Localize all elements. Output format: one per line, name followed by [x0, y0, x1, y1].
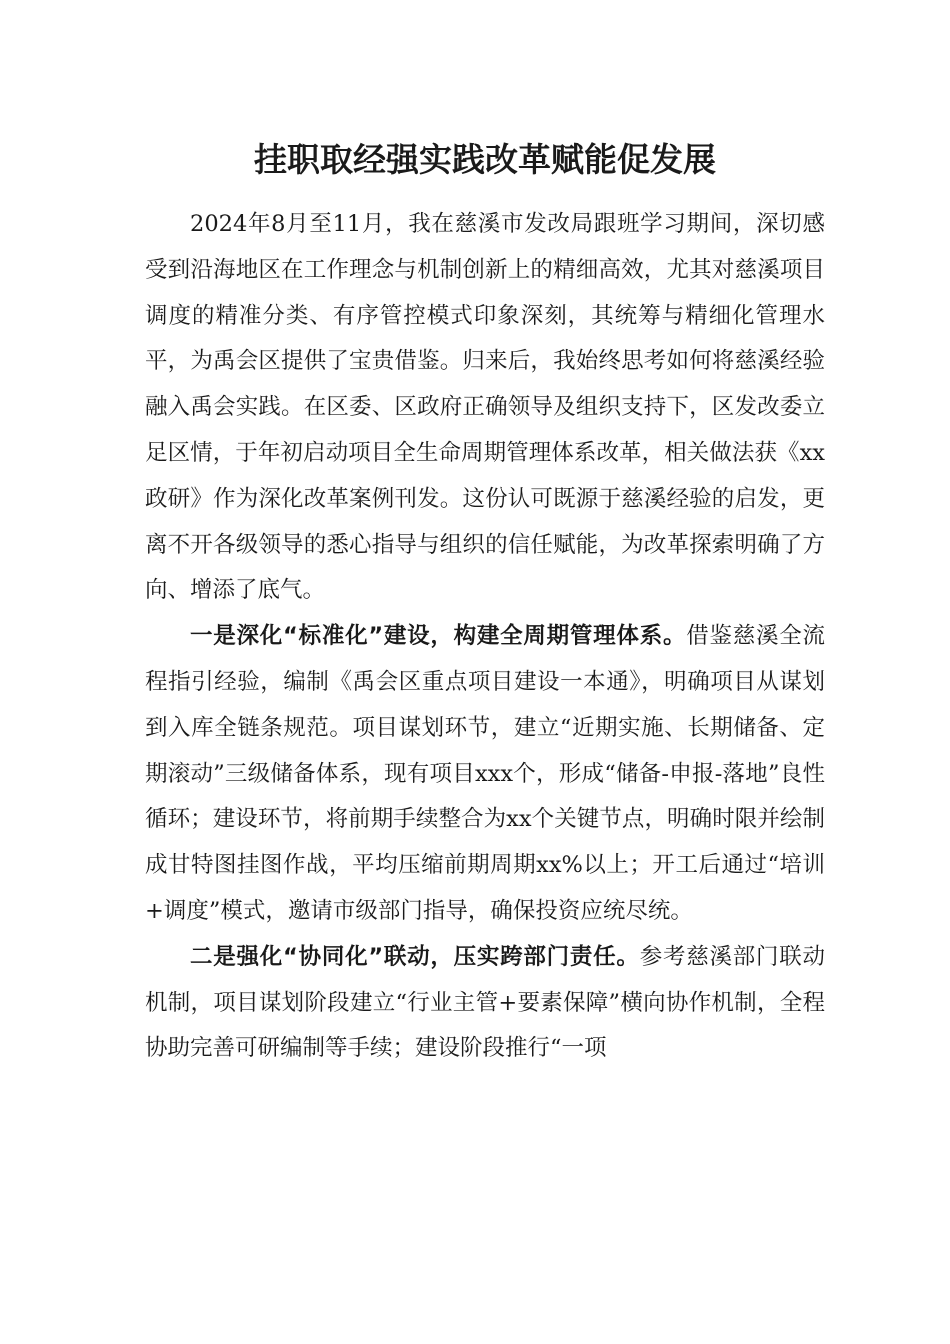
paragraph-text: 借鉴慈溪全流程指引经验，编制《禹会区重点项目建设一本通》，明确项目从谋划到入库全链条规范。项目谋划环节，建立“近期实施、长期储备、定期滚动”三级储备体系，现有项目xxx个，形成“储备-申报-落地”良性循环；建设环节，将前期手续整合为xx个关键节点，明确时限并绘制成甘特图挂图作战，平均压缩前期周期xx%以上；开工后通过“培训+调度”模式，邀请市级部门指导，确保投资应统尽统。 — [145, 623, 825, 924]
document-page — [145, 120, 825, 1072]
document-title: 挂职取经强实践改革赋能促发展 — [254, 140, 716, 179]
paragraph-lead: 二是强化“协同化”联动，压实跨部门责任。 — [190, 943, 640, 970]
paragraph-standardization — [145, 614, 825, 935]
paragraph-intro — [145, 202, 825, 614]
paragraph-coordination — [145, 935, 825, 1072]
paragraph-lead: 一是深化“标准化”建设，构建全周期管理体系。 — [190, 623, 687, 650]
paragraph-text: 2024年8月至11月，我在慈溪市发改局跟班学习期间，深切感受到沿海地区在工作理念与机制创新上的精细高效，尤其对慈溪项目调度的精准分类、有序管控模式印象深刻，其统筹与精细化管理水平，为禹会区提供了宝贵借鉴。归来后，我始终思考如何将慈溪经验融入禹会实践。在区委、区政府正确领导及组织支持下，区发改委立足区情，于年初启动项目全生命周期管理体系改革，相关做法获《xx政研》作为深化改革案例刊发。这份认可既源于慈溪经验的启发，更离不开各级领导的悉心指导与组织的信任赋能，为改革探索明确了方向、增添了底气。 — [145, 211, 825, 604]
paragraph-text: 参考慈溪部门联动机制，项目谋划阶段建立“行业主管+要素保障”横向协作机制，全程协助完善可研编制等手续；建设阶段推行“一项 — [145, 943, 825, 1062]
